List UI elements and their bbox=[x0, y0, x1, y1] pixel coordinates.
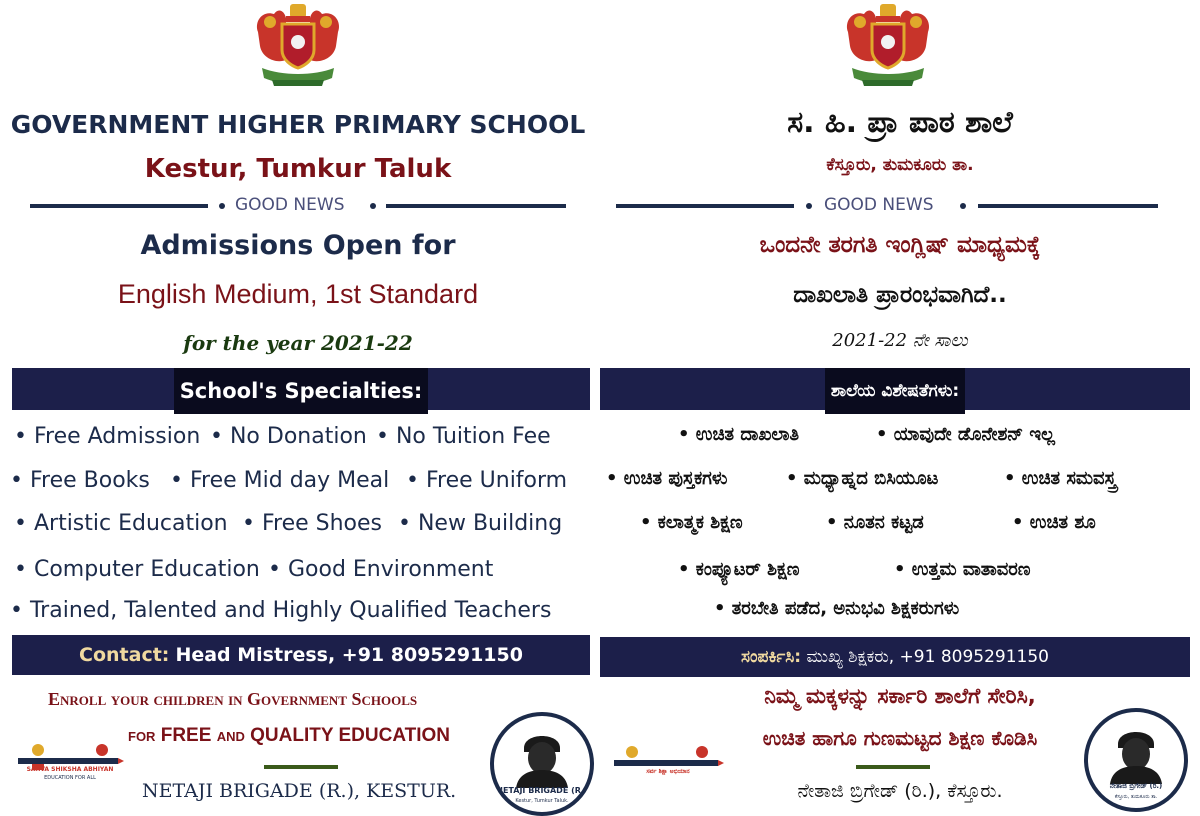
english-panel bbox=[0, 0, 596, 815]
academic-year-kannada: 2021-22 ನೇ ಸಾಲು bbox=[832, 330, 968, 351]
netaji-brigade-badge bbox=[490, 712, 594, 816]
karnataka-emblem-icon bbox=[252, 2, 344, 90]
good-news-divider bbox=[30, 195, 566, 219]
kannada-panel bbox=[600, 0, 1200, 815]
specialty-item: • ಕಂಪ್ಯೂಟರ್ ಶಿಕ್ಷಣ bbox=[678, 559, 800, 580]
specialty-item: • No Tuition Fee bbox=[376, 424, 551, 449]
footer-org-kannada: ನೇತಾಜಿ ಬ್ರಿಗೇಡ್ (ರಿ.), ಕೆಸ್ತೂರು. bbox=[797, 780, 1003, 802]
specialty-item: • Trained, Talented and Highly Qualified Teachers bbox=[10, 598, 552, 623]
specialties-title-kannada: ಶಾಲೆಯ ವಿಶೇಷತೆಗಳು: bbox=[825, 368, 965, 414]
badge-title: NETAJI BRIGADE (R.) bbox=[496, 786, 588, 795]
badge-subtitle: ಕೆಸ್ತೂರು, ತುಮಕೂರು ತಾ. bbox=[1114, 794, 1158, 800]
school-location: Kestur, Tumkur Taluk bbox=[144, 154, 452, 184]
ssa-logo bbox=[612, 742, 724, 782]
contact-bar bbox=[600, 637, 1190, 677]
specialty-item: • Free Admission bbox=[14, 424, 201, 449]
specialty-item: • ಉಚಿತ ಸಮವಸ್ತ್ರ bbox=[1004, 468, 1117, 489]
specialties-bar bbox=[12, 368, 590, 410]
contact-label: Contact: bbox=[79, 644, 170, 666]
specialty-item: • ಯಾವುದೇ ಡೊನೇಶನ್ ಇಲ್ಲ bbox=[876, 424, 1055, 445]
ssa-logo bbox=[16, 740, 124, 784]
contact-bar bbox=[12, 635, 590, 675]
footer-divider bbox=[264, 765, 338, 769]
contact-label: ಸಂಪರ್ಕಿಸಿ: bbox=[741, 647, 802, 667]
good-news-label: GOOD NEWS bbox=[824, 195, 934, 215]
specialties-bar bbox=[600, 368, 1190, 410]
specialties-title: School's Specialties: bbox=[174, 368, 429, 414]
specialty-item: • ಕಲಾತ್ಮಕ ಶಿಕ್ಷಣ bbox=[640, 512, 743, 533]
specialty-item: • ಉಚಿತ ಶೂ bbox=[1012, 512, 1096, 533]
specialty-item: • ನೂತನ ಕಟ್ಟಡ bbox=[826, 512, 924, 533]
admissions-heading-kannada: ಒಂದನೇ ತರಗತಿ ಇಂಗ್ಲಿಷ್ ಮಾಧ್ಯಮಕ್ಕೆ bbox=[759, 232, 1041, 258]
specialty-item: • ಉತ್ತಮ ವಾತಾವರಣ bbox=[894, 559, 1031, 580]
specialty-item: • Free Shoes bbox=[242, 511, 383, 536]
specialty-item: • Artistic Education bbox=[14, 511, 228, 536]
badge-title: ನೇತಾಜಿ ಬ್ರಿಗೇಡ್ (ರಿ.) bbox=[1109, 782, 1163, 790]
specialty-item: • ತರಬೇತಿ ಪಡೆದ, ಅನುಭವಿ ಶಿಕ್ಷಕರುಗಳು bbox=[714, 598, 960, 619]
contact-value: Head Mistress, +91 8095291150 bbox=[175, 644, 523, 666]
academic-year: for the year 2021-22 bbox=[183, 331, 413, 355]
specialty-item: • New Building bbox=[398, 511, 563, 536]
netaji-brigade-badge bbox=[1084, 708, 1188, 812]
school-name-kannada: ಸ. ಹಿ. ಪ್ರಾ ಪಾಠ ಶಾಲೆ bbox=[787, 105, 1013, 140]
netaji-portrait-icon bbox=[494, 718, 590, 788]
ssa-subtitle: EDUCATION FOR ALL bbox=[44, 775, 96, 781]
school-name: GOVERNMENT HIGHER PRIMARY SCHOOL bbox=[10, 110, 586, 139]
netaji-portrait-icon bbox=[1088, 714, 1184, 784]
good-news-divider bbox=[616, 195, 1186, 219]
enroll-line-2: for FREE and QUALITY EDUCATION bbox=[128, 725, 451, 746]
specialty-item: • ಉಚಿತ ಪುಸ್ತಕಗಳು bbox=[606, 468, 728, 489]
badge-subtitle: Kestur, Tumkur Taluk. bbox=[515, 798, 569, 804]
specialty-item: • Free Books bbox=[10, 468, 150, 493]
specialty-item: • ಉಚಿತ ದಾಖಲಾತಿ bbox=[678, 424, 799, 445]
specialty-item: • ಮಧ್ಯಾಹ್ನದ ಬಿಸಿಯೂಟ bbox=[786, 468, 939, 489]
specialty-item: • Computer Education bbox=[14, 557, 260, 582]
school-location-kannada: ಕೆಸ್ತೂರು, ತುಮಕೂರು ತಾ. bbox=[826, 155, 974, 175]
enroll-line-2-kannada: ಉಚಿತ ಹಾಗೂ ಗುಣಮಟ್ಟದ ಶಿಕ್ಷಣ ಕೊಡಿಸಿ bbox=[762, 726, 1038, 750]
specialty-item: • Good Environment bbox=[268, 557, 494, 582]
contact-value: ಮುಖ್ಯ ಶಿಕ್ಷಕರು, +91 8095291150 bbox=[806, 647, 1049, 667]
enroll-line-1-kannada: ನಿಮ್ಮ ಮಕ್ಕಳನ್ನು ಸರ್ಕಾರಿ ಶಾಲೆಗೆ ಸೇರಿಸಿ, bbox=[764, 684, 1036, 708]
ssa-title: SARVA SHIKSHA ABHIYAN bbox=[26, 766, 114, 773]
specialty-item: • No Donation bbox=[210, 424, 367, 449]
admissions-subheading-kannada: ದಾಖಲಾತಿ ಪ್ರಾರಂಭವಾಗಿದೆ.. bbox=[793, 282, 1007, 308]
admissions-subheading: English Medium, 1st Standard bbox=[117, 279, 479, 309]
footer-org: NETAJI BRIGADE (R.), KESTUR. bbox=[142, 780, 457, 802]
footer-divider bbox=[856, 765, 930, 769]
enroll-line-1: Enroll your children in Government Schools bbox=[48, 689, 418, 709]
ssa-title: ಸರ್ವ ಶಿಕ್ಷಾ ಅಭಿಯಾನ bbox=[646, 768, 690, 775]
karnataka-emblem-icon bbox=[842, 2, 934, 90]
admissions-heading: Admissions Open for bbox=[140, 230, 456, 261]
good-news-label: GOOD NEWS bbox=[235, 195, 345, 215]
specialty-item: • Free Mid day Meal bbox=[170, 468, 390, 493]
specialty-item: • Free Uniform bbox=[406, 468, 568, 493]
